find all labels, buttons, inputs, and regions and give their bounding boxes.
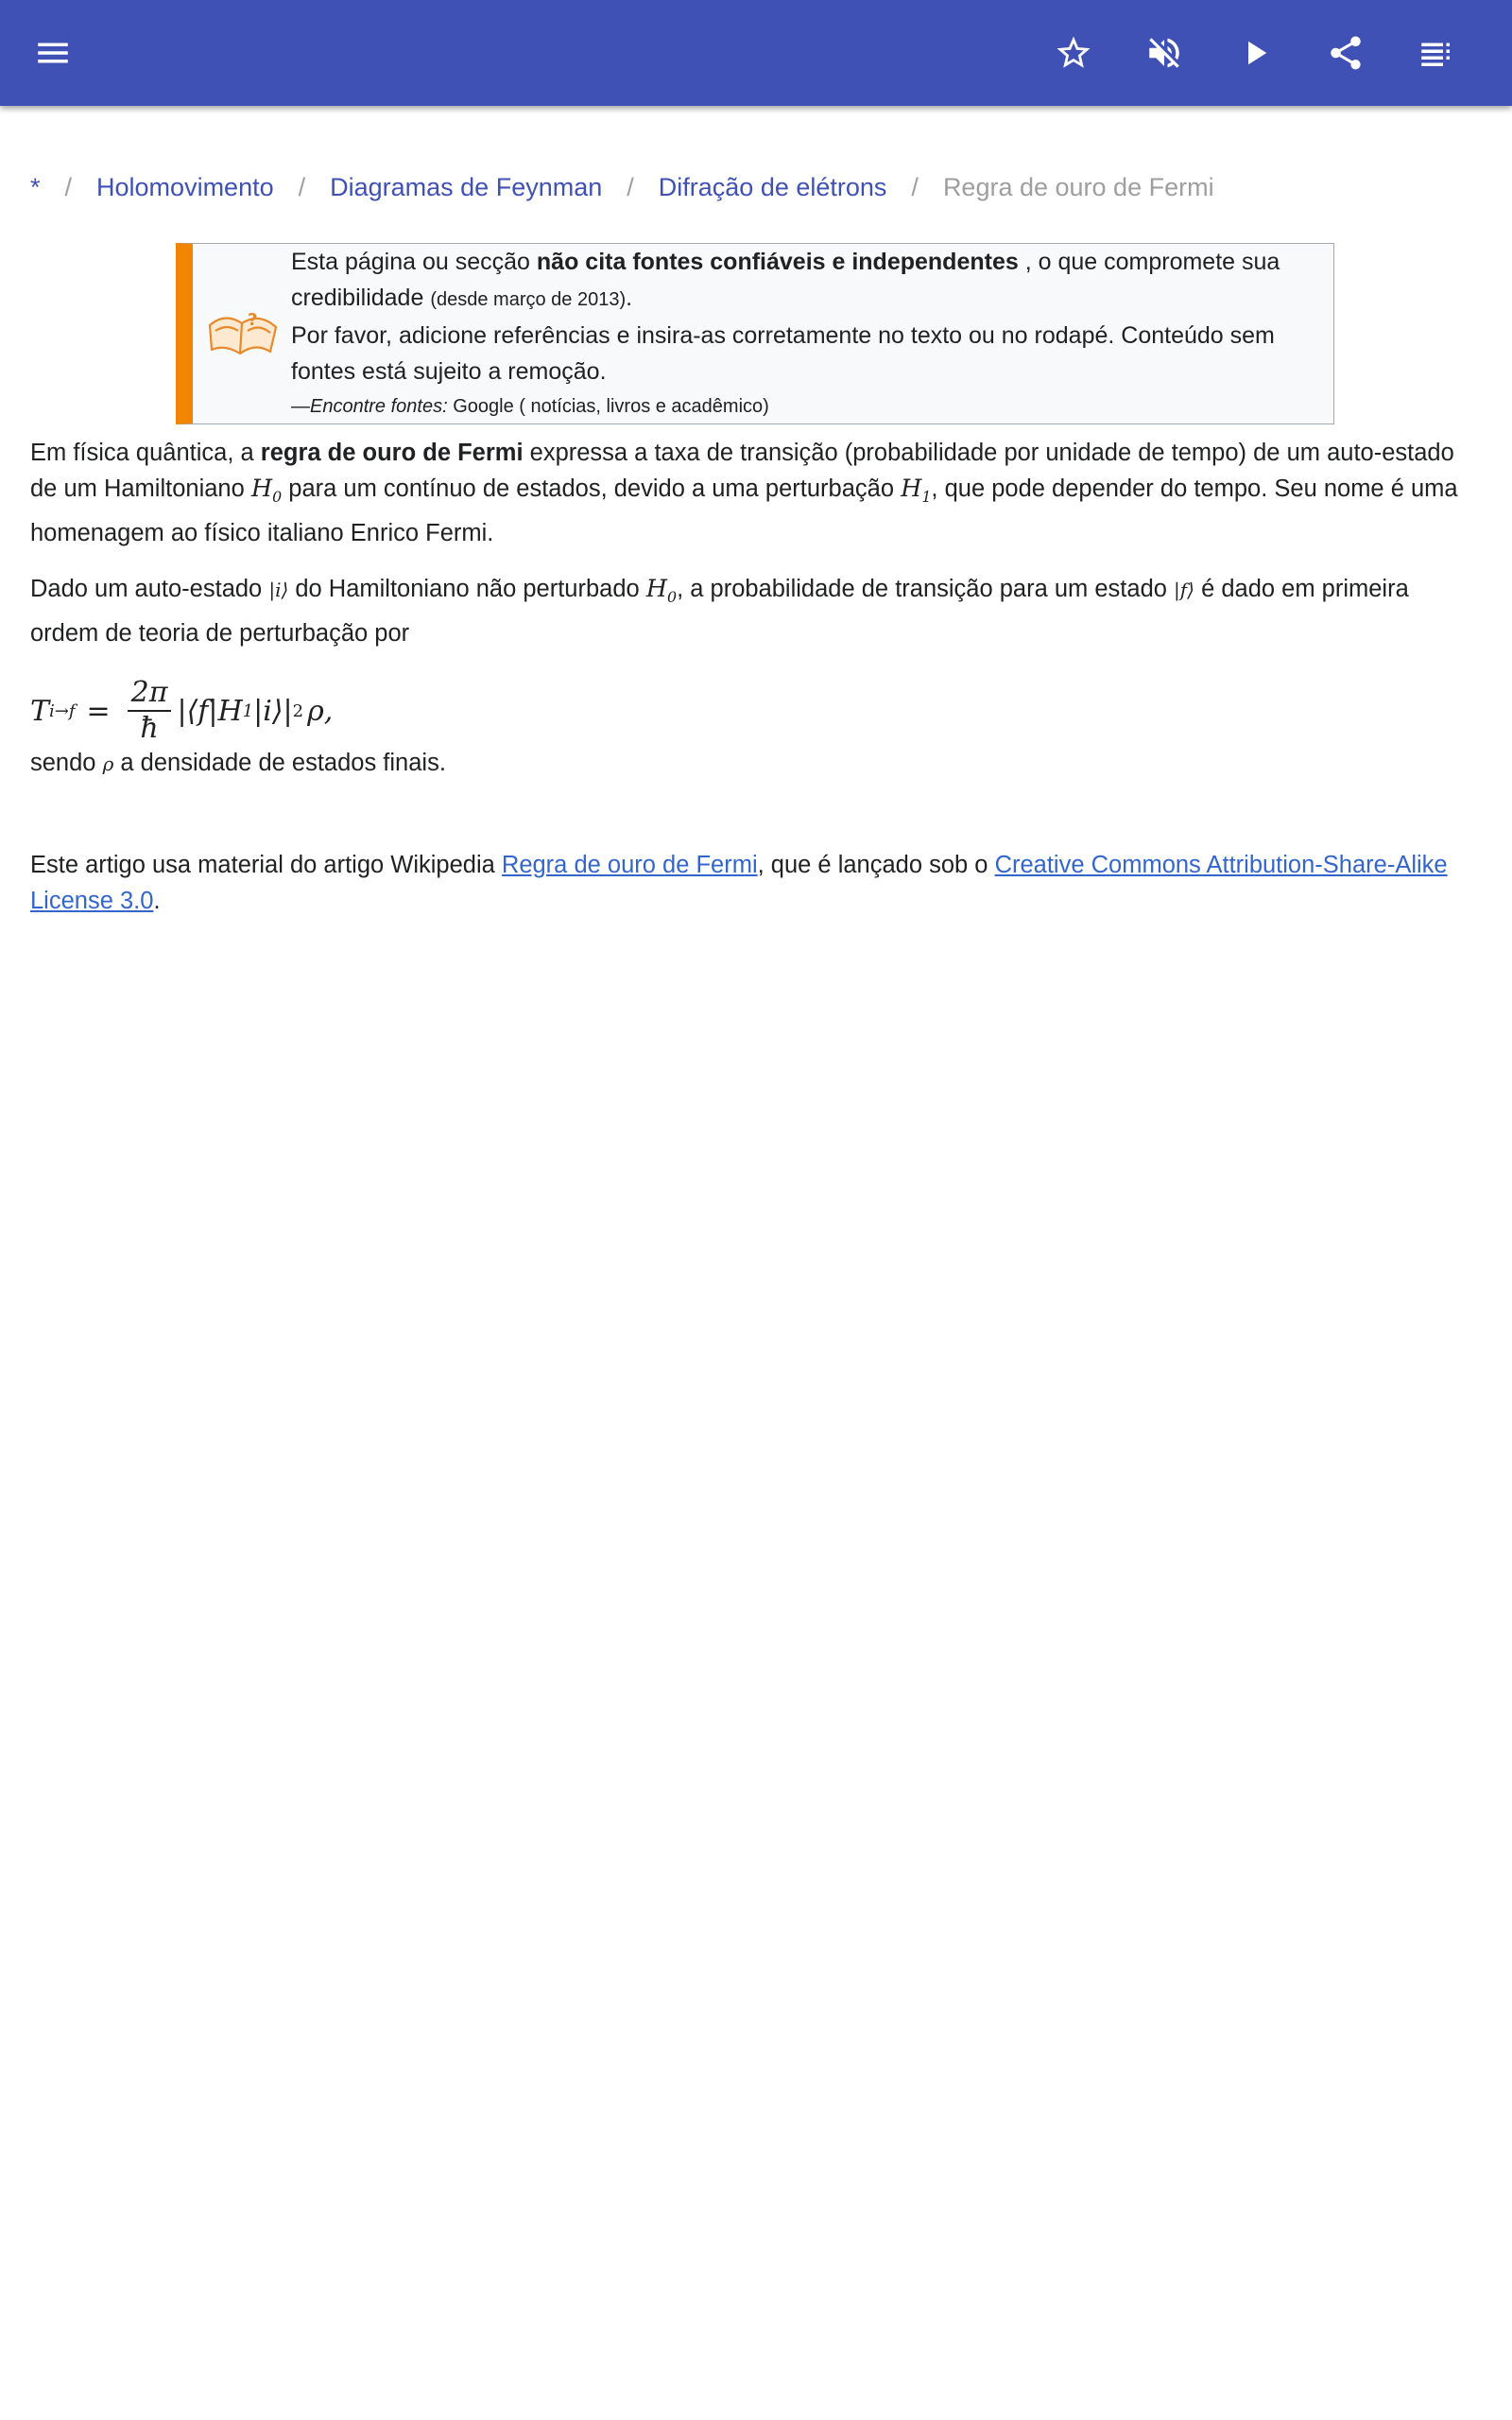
menu-button[interactable]	[26, 26, 79, 79]
transition-paragraph: Dado um auto-estado |i⟩ do Hamiltoniano não perturbado $H_0$, a probabilidade de transição para um estado |f⟩ é dado em primeira ordem de teoria de perturbação por	[30, 575, 1409, 648]
bookmark-button[interactable]	[1047, 26, 1100, 79]
open-book-question-icon	[206, 302, 280, 363]
playlist-button[interactable]	[1410, 26, 1463, 79]
license-link[interactable]: Creative Commons Attribution-Share-Alike License 3.0	[30, 852, 1448, 914]
breadcrumb-separator: /	[298, 173, 306, 201]
attribution-paragraph: Este artigo usa material do artigo Wikipedia Regra de ouro de Fermi, que é lançado sob o Creative Commons Attribution-Share-Alike License 3.0.	[30, 852, 1448, 914]
find-sources-links[interactable]: Google ( notícias, livros e acadêmico)	[447, 396, 769, 417]
breadcrumb-item-diagramas-de-feynman[interactable]: Diagramas de Feynman	[330, 173, 603, 201]
wikipedia-article-link[interactable]: Regra de ouro de Fermi	[501, 852, 758, 878]
breadcrumb-item-home[interactable]: *	[30, 173, 41, 201]
notice-text	[291, 244, 1331, 424]
notice-bold: não cita fontes confiáveis e independentes	[536, 249, 1019, 275]
star-outline-icon	[1054, 33, 1093, 73]
share-icon	[1326, 33, 1366, 73]
mute-button[interactable]	[1138, 26, 1191, 79]
breadcrumb-separator: /	[911, 173, 919, 201]
breadcrumb-item-holomovimento[interactable]: Holomovimento	[96, 173, 274, 201]
density-paragraph: sendo ρ a densidade de estados finais.	[30, 750, 446, 776]
math-ket-f: |f⟩	[1174, 579, 1194, 601]
breadcrumb-current: Regra de ouro de Fermi	[942, 173, 1214, 201]
breadcrumb-separator: /	[64, 173, 73, 201]
math-h0: $H_0$	[250, 475, 283, 507]
math-rho: ρ	[102, 752, 114, 775]
menu-icon	[33, 33, 73, 73]
fraction: $\frac{2\pi}{ħ}$	[128, 676, 172, 746]
notice-date: (desde março de 2013)	[430, 289, 627, 310]
find-sources-label: Encontre fontes:	[310, 396, 448, 417]
app-bar	[0, 0, 1512, 106]
find-sources: —Encontre fontes: Google ( notícias, livros e acadêmico)	[291, 396, 769, 417]
breadcrumb	[30, 166, 1486, 208]
notice-line-2: Por favor, adicione referências e insira-as corretamente no texto ou no rodapé. Conteúdo sem fontes está sujeito a remoção.	[291, 322, 1275, 385]
notice-line-1: Esta página ou secção não cita fontes confiáveis e independentes , o que compromete sua credibilidade (desde março de 2013).	[291, 249, 1280, 311]
math-ket-i: |i⟩	[268, 579, 289, 601]
breadcrumb-item-difracao-de-eletrons[interactable]: Difração de elétrons	[658, 173, 887, 201]
unsourced-notice	[176, 243, 1334, 424]
play-icon	[1235, 33, 1275, 73]
playlist-icon	[1417, 33, 1456, 73]
volume-off-icon	[1144, 33, 1184, 73]
svg-text:?: ?	[248, 310, 258, 330]
fermi-formula: T i→f = $\frac{2\pi}{ħ}$ |⟨f|H 1 |i⟩| 2 ρ,	[30, 676, 334, 745]
breadcrumb-separator: /	[627, 173, 634, 201]
math-h1: $H_1$	[901, 475, 932, 507]
play-button[interactable]	[1228, 26, 1281, 79]
term-fermi-golden-rule: regra de ouro de Fermi	[260, 440, 524, 466]
share-button[interactable]	[1319, 26, 1372, 79]
intro-paragraph: Em física quântica, a regra de ouro de Fermi expressa a taxa de transição (probabilidade por unidade de tempo) de um auto-estado de um Hamiltoniano $H_0$ para um contínuo de estados, devido a uma perturbação $H_1$, que pode depender do tempo. Seu nome é uma homenagem ao físico italiano Enrico Fermi.	[30, 440, 1458, 547]
math-h0: $H_0$	[645, 575, 678, 607]
